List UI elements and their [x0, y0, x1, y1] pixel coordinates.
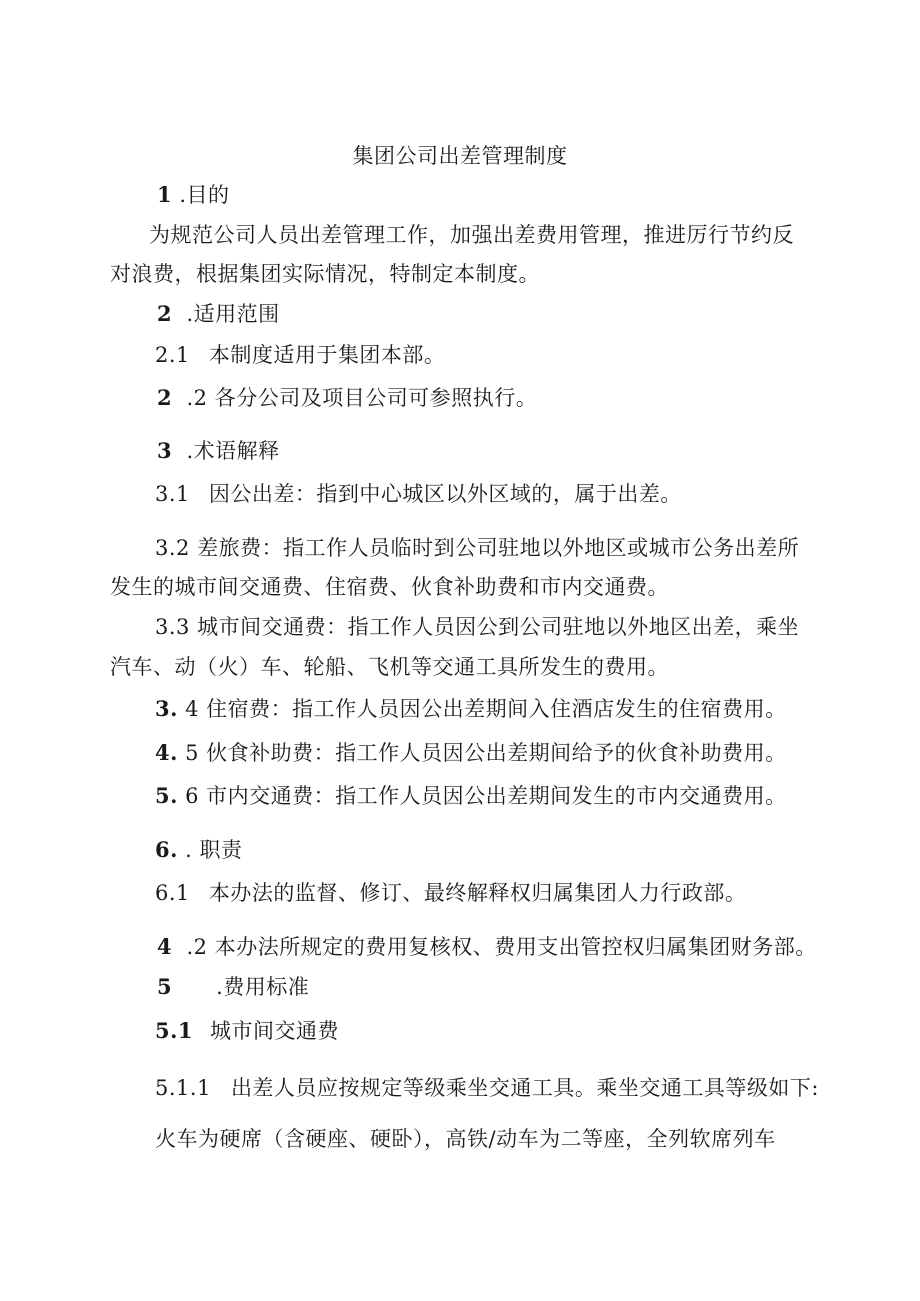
- section-text: . 职责: [185, 838, 243, 862]
- clause-number: 4.: [155, 740, 178, 765]
- section-heading-purpose: [157, 180, 230, 210]
- paragraph-line: 为规范公司人员出差管理工作，加强出差费用管理，推进厉行节约反: [149, 223, 794, 247]
- clause-number: 3.1: [155, 482, 190, 506]
- clause-3-6: [155, 781, 787, 811]
- clause-number: 5.: [155, 783, 178, 808]
- clause-number: 3.: [155, 696, 178, 721]
- clause-number: 2.1: [155, 343, 190, 367]
- clause-number: 5.1: [155, 1018, 194, 1043]
- section-text: .适用范围: [186, 302, 280, 326]
- clause-number: 6.1: [155, 881, 190, 905]
- section-heading-standards: [157, 972, 309, 1002]
- paragraph-line: 3.3 城市间交通费：指工作人员因公到公司驻地以外地区出差，乘坐: [155, 615, 800, 639]
- section-number: 2: [157, 301, 173, 326]
- clause-3-5: [155, 738, 787, 768]
- paragraph-line: 火车为硬席（含硬座、硬卧），高铁/动车为二等座，全列软席列车: [155, 1127, 776, 1151]
- clause-number: 5.1.1: [155, 1076, 211, 1100]
- section-number: 3: [157, 438, 173, 463]
- clause-text: 城市间交通费: [210, 1019, 340, 1043]
- clause-6-1: [155, 878, 746, 908]
- clause-text: .2 各分公司及项目公司可参照执行。: [186, 386, 538, 410]
- clause-2-1: [155, 340, 445, 370]
- section-text: .术语解释: [186, 439, 280, 463]
- section-heading-scope: [157, 299, 280, 329]
- clause-text: 4 住宿费：指工作人员因公出差期间入住酒店发生的住宿费用。: [185, 697, 787, 721]
- clause-number: 2: [157, 385, 173, 410]
- clause-text: 本办法的监督、修订、最终解释权归属集团人力行政部。: [208, 881, 747, 905]
- document-title: 集团公司出差管理制度: [352, 144, 568, 168]
- clause-5-1-1: [155, 1073, 819, 1103]
- section-heading-terms: [157, 436, 280, 466]
- clause-number: 4: [157, 934, 173, 959]
- section-text: .目的: [179, 183, 230, 207]
- clause-text: 5 伙食补助费：指工作人员因公出差期间给予的伙食补助费用。: [185, 741, 787, 765]
- section-number: 5: [157, 974, 173, 999]
- paragraph-line: 发生的城市间交通费、住宿费、伙食补助费和市内交通费。: [110, 575, 669, 599]
- clause-text: 6 市内交通费：指工作人员因公出差期间发生的市内交通费用。: [185, 784, 787, 808]
- clause-text: 本制度适用于集团本部。: [208, 343, 446, 367]
- clause-3-1: [155, 479, 682, 509]
- clause-text: 因公出差：指到中心城区以外区域的，属于出差。: [208, 482, 682, 506]
- section-heading-duties: [155, 835, 242, 865]
- section-text: .费用标准: [216, 975, 310, 999]
- clause-5-1: [155, 1016, 339, 1046]
- clause-text: 出差人员应按规定等级乘坐交通工具。乘坐交通工具等级如下:: [230, 1076, 820, 1100]
- paragraph-line: 对浪费，根据集团实际情况，特制定本制度。: [110, 262, 540, 286]
- paragraph-line: 3.2 差旅费：指工作人员临时到公司驻地以外地区或城市公务出差所: [155, 536, 800, 560]
- section-number: 1: [157, 182, 173, 207]
- paragraph-line: 汽车、动（火）车、轮船、飞机等交通工具所发生的费用。: [110, 655, 669, 679]
- clause-4-2: [157, 932, 817, 962]
- clause-2-2: [157, 383, 537, 413]
- section-number: 6.: [155, 837, 178, 862]
- clause-text: .2 本办法所规定的费用复核权、费用支出管控权归属集团财务部。: [186, 935, 817, 959]
- clause-3-4: [155, 694, 787, 724]
